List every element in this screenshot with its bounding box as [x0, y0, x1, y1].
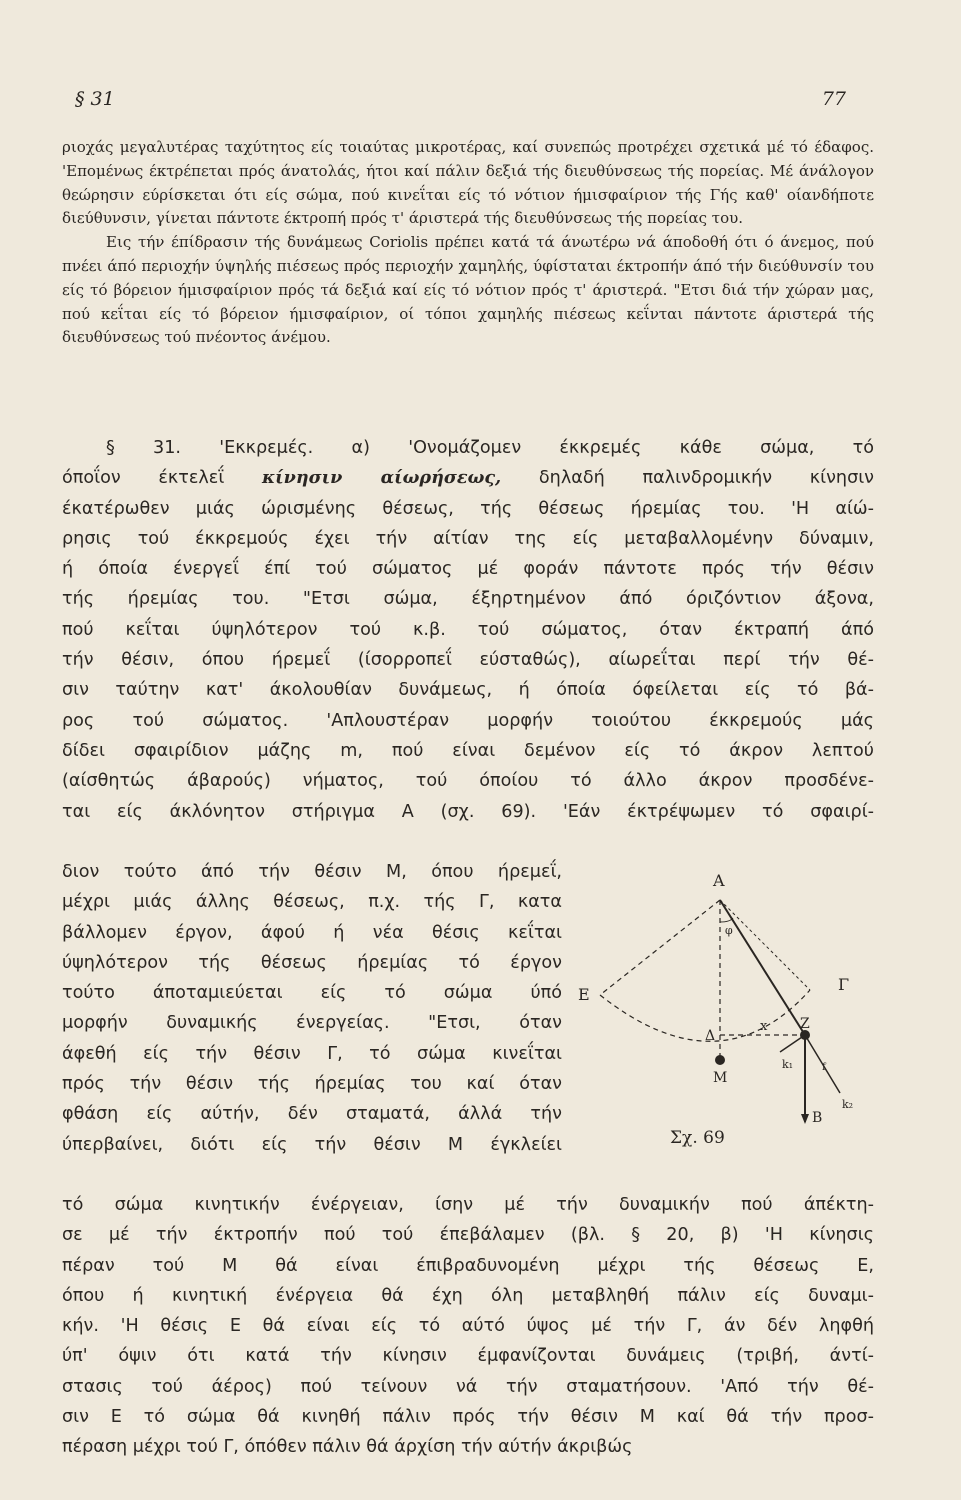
text-fragment: όποΐον έκτελεΐ	[62, 468, 225, 489]
label-g: Γ	[838, 975, 850, 994]
label-b: Β	[812, 1110, 823, 1126]
section-title-line: § 31. 'Εκκρεμές. α) 'Ονομάζομεν έκκρεμές κάθε σώμα, τό	[106, 438, 874, 458]
text-line: φθάση είς αύτήν, δέν σταματά, άλλά τήν	[62, 1104, 562, 1125]
text-line: στασις τού άέρος) πού τείνουν νά τήν σταματήσουν. 'Από τήν θέ-	[62, 1376, 874, 1397]
text-line: σιν Ε τό σώμα θά κινηθή πάλιν πρός τήν θέσιν Μ καί θά τήν προσ-	[62, 1407, 874, 1428]
label-d: Δ	[705, 1028, 716, 1044]
text-line: μορφήν δυναμικής ένεργείας. "Ετσι, όταν	[62, 1013, 562, 1034]
string-line	[720, 900, 805, 1035]
text-line: δίδει σφαιρίδιον μάζης m, πού είναι δεμένον είς τό άκρον λεπτού	[62, 740, 874, 761]
label-f: f	[822, 1062, 826, 1073]
section-31-body-top	[62, 433, 874, 827]
text-line: ύπ' όψιν ότι κατά τήν κίνησιν έμφανίζονται δυνάμεις (τριβή, άντί-	[62, 1346, 874, 1367]
text-line: τό σώμα κινητικήν ένέργειαν, ίσην μέ τήν δυναμικήν πού άπέκτη-	[62, 1195, 874, 1215]
text-line: ύψηλότερον τής θέσεως ήρεμίας τό έργον	[62, 952, 562, 973]
string-to-e-line	[600, 900, 720, 995]
bob-rest-position	[715, 1055, 725, 1065]
label-e: Ε	[578, 985, 590, 1004]
text-line: κήν. 'Η θέσις Ε θά είναι είς τό αύτό ύψος μέ τήν Γ, άν δέν ληφθή	[62, 1316, 874, 1337]
text-line: τούτο άποταμιεύεται είς τό σώμα ύπό	[62, 983, 562, 1004]
text-line: ρος τού σώματος. 'Απλουστέραν μορφήν τοιούτου έκκρεμούς μάς	[62, 710, 874, 731]
pendulum-diagram	[570, 860, 870, 1130]
label-z: Ζ	[800, 1016, 810, 1032]
page-number: 77	[821, 88, 846, 110]
section-number: § 31	[75, 88, 115, 110]
text-line: ται είς άκλόνητον στήριγμα Α (σχ. 69). 'Εάν έκτρέψωμεν τό σφαιρί-	[62, 801, 874, 822]
text-line: πέραν τού Μ θά είναι έπιβραδυνομένη μέχρι τής θέσεως Ε,	[62, 1255, 874, 1276]
text-line: όπου ή κινητική ένέργεια θά έχη όλη μεταβληθή πάλιν είς δυναμι-	[62, 1285, 874, 1306]
text-line: πέραση μέχρι τού Γ, όπόθεν πάλιν θά άρχίση τήν αύτήν άκριβώς	[62, 1437, 633, 1458]
label-phi: φ	[725, 924, 733, 937]
text-line	[62, 463, 874, 493]
text-line: τήν θέσιν, όπου ήρεμεΐ (ίσορροπεΐ εύσταθώς), αίωρεΐται περί τήν θέ-	[62, 650, 874, 671]
text-line: ρησις τού έκκρεμούς έχει τήν αίτίαν της είς μεταβαλλομένην δύναμιν,	[62, 528, 874, 549]
intro-text	[62, 136, 874, 350]
text-line: ύπερβαίνει, διότι είς τήν θέσιν Μ έγκλείει	[62, 1134, 562, 1155]
text-fragment: δηλαδή παλινδρομικήν κίνησιν	[538, 468, 874, 489]
paragraph-coriolis-wind: Εις τήν έπίδρασιν τής δυνάμεως Coriolis πρέπει κατά τά άνωτέρω νά άποδοθή ότι ό άνεμος, πού πνέει άπό περιοχήν ύψηλής πιέσεως πρός περιοχήν χαμηλής, ύφίσταται έκτροπήν άπό τήν διεύθυνσίν του είς τό βόρειον ήμισφαίριον πρός τά δεξιά καί είς τό νότιον πρός τ' άριστερά. "Ετσι διά τήν χώραν μας, πού κεΐται είς τό βόρειον ήμισφαίριον, οί τόποι χαμηλής πιέσεως κεΐνται πάντοτε άριστερά τής διευθύνσεως τού πνέοντος άνέμου.	[62, 233, 874, 347]
label-k2: k₂	[842, 1098, 854, 1111]
text-line: τής ήρεμίας του. "Ετσι σώμα, έξηρτημένον άπό όριζόντιον άξονα,	[62, 589, 874, 610]
paragraph-coriolis-south: ριοχάς μεγαλυτέρας ταχύτητος είς τοιαύτας μικροτέρας, καί συνεπώς προτρέχει σχετικά μέ τό έδαφος. 'Επομένως έκτρέπεται πρός άνατολάς, ήτοι καί πάλιν δεξιά τής διευθύνσεως τής πορείας. Μέ άνάλογον θεώρησιν εύρίσκεται ότι είς σώμα, πού κινεΐται είς τό νότιον ήμισφαίριον τής Γής καθ' οίανδήποτε διεύθυνσιν, γίνεται πάντοτε έκτροπή πρός τ' άριστερά τής διευθύνσεως τής πορείας του.	[62, 138, 874, 228]
text-line: σε μέ τήν έκτροπήν πού τού έπεβάλαμεν (βλ. § 20, β) 'Η κίνησις	[62, 1225, 874, 1246]
text-line: μέχρι μιάς άλλης θέσεως, π.χ. τής Γ, κατα	[62, 892, 562, 913]
string-to-g-line	[720, 900, 810, 990]
section-31-body-bottom	[62, 1190, 874, 1463]
page-header	[75, 88, 846, 118]
text-line: πρός τήν θέσιν τής ήρεμίας του καί όταν	[62, 1074, 562, 1095]
emphasis-term: κίνησιν αίωρήσεως,	[261, 467, 502, 489]
label-a: Α	[713, 871, 725, 890]
label-k1: k₁	[782, 1058, 794, 1071]
text-line: ή όποία ένεργεΐ έπί τού σώματος μέ φοράν πάντοτε πρός τήν θέσιν	[62, 559, 874, 580]
text-line: σιν ταύτην κατ' άκολουθίαν δυνάμεως, ή όποία όφείλεται είς τό βά-	[62, 680, 874, 701]
label-x: x	[760, 1019, 768, 1034]
text-line: πού κεΐται ύψηλότερον τού κ.β. τού σώματος, όταν έκτραπή άπό	[62, 619, 874, 640]
label-m: Μ	[713, 1070, 728, 1086]
figure-caption: Σχ. 69	[670, 1128, 725, 1148]
text-line: έκατέρωθεν μιάς ώρισμένης θέσεως, τής θέσεως ήρεμίας του. 'Η αίώ-	[62, 498, 874, 519]
text-line: βάλλομεν έργον, άφού ή νέα θέσις κεΐται	[62, 922, 562, 943]
text-line: (αίσθητώς άβαρούς) νήματος, τού όποίου τό άλλο άκρον προσδένε-	[62, 771, 874, 792]
text-line: άφεθή είς τήν θέσιν Γ, τό σώμα κινεΐται	[62, 1043, 562, 1064]
pendulum-figure	[570, 860, 870, 1150]
weight-arrowhead	[801, 1114, 809, 1124]
text-line: διον τούτο άπό τήν θέσιν Μ, όπου ήρεμεΐ,	[62, 862, 562, 882]
